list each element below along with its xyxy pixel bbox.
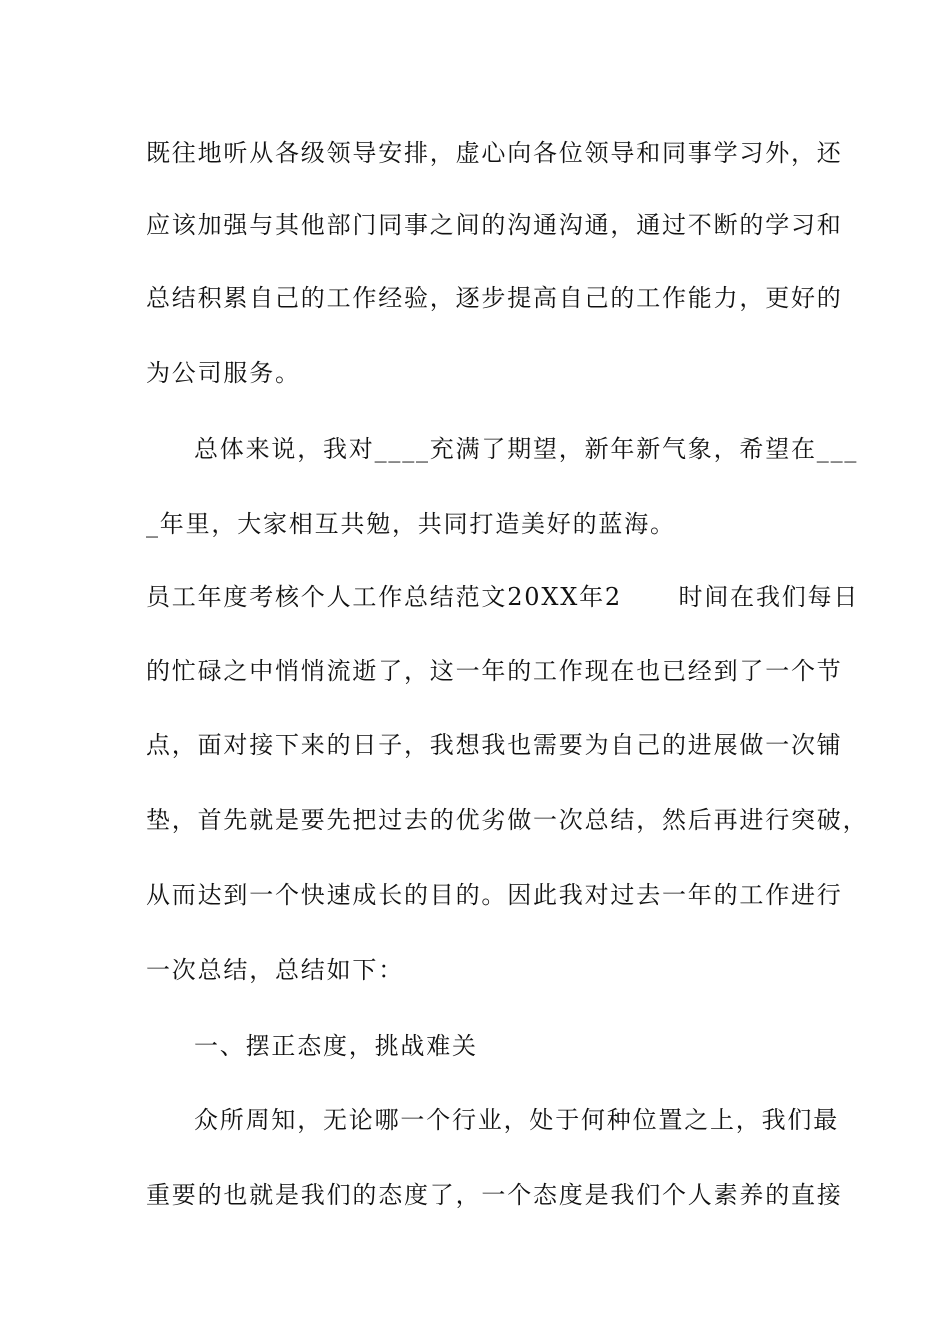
text-line: 从而达到一个快速成长的目的。因此我对过去一年的工作进行 bbox=[146, 881, 843, 909]
paragraph-start-line: 总体来说，我对____充满了期望，新年新气象，希望在___ bbox=[194, 435, 859, 463]
text-line: 总结积累自己的工作经验，逐步提高自己的工作能力，更好的 bbox=[146, 284, 843, 312]
text-line: 为公司服务。 bbox=[146, 359, 301, 387]
text-line: 垫，首先就是要先把过去的优劣做一次总结，然后再进行突破， bbox=[146, 806, 869, 834]
text-line: 重要的也就是我们的态度了，一个态度是我们个人素养的直接 bbox=[146, 1181, 843, 1209]
text-line: 应该加强与其他部门同事之间的沟通沟通，通过不断的学习和 bbox=[146, 211, 843, 239]
text-line: 一次总结，总结如下： bbox=[146, 956, 404, 984]
text-line: 点，面对接下来的日子，我想我也需要为自己的进展做一次铺 bbox=[146, 731, 843, 759]
text-line: 的忙碌之中悄悄流逝了，这一年的工作现在也已经到了一个节 bbox=[146, 657, 843, 685]
text-line: 既往地听从各级领导安排，虚心向各位领导和同事学习外，还 bbox=[146, 139, 843, 167]
paragraph-start-line: 众所周知，无论哪一个行业，处于何种位置之上，我们最 bbox=[194, 1106, 839, 1134]
section-title-line: 员工年度考核个人工作总结范文20XX年2 时间在我们每日 bbox=[146, 583, 860, 611]
section-heading: 一、摆正态度，挑战难关 bbox=[194, 1032, 478, 1060]
text-line: _年里，大家相互共勉，共同打造美好的蓝海。 bbox=[146, 510, 676, 538]
